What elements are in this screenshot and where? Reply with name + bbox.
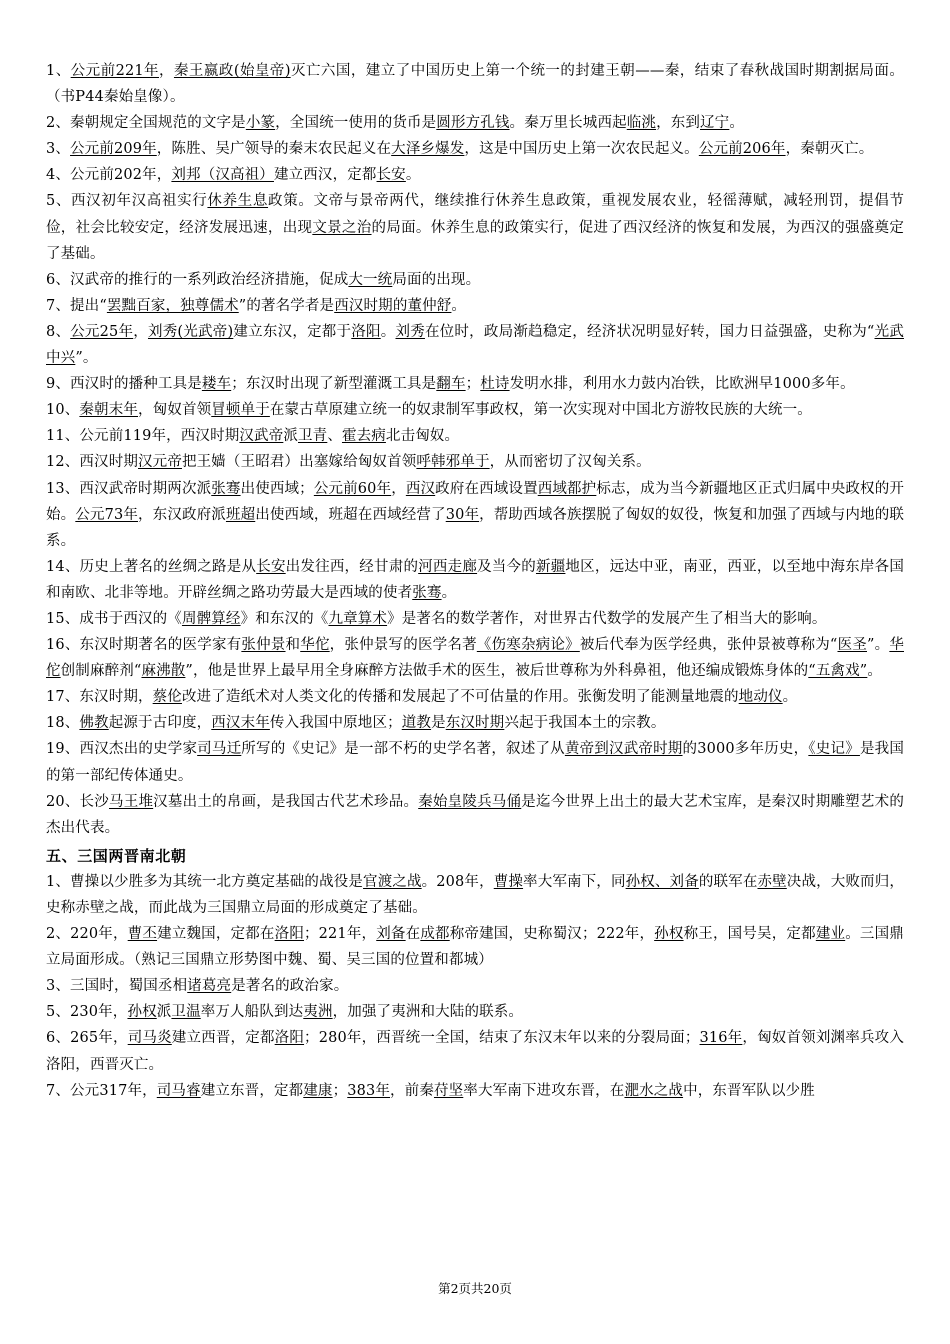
list-item-p16: [46, 632, 904, 684]
list-item-p19: [46, 736, 904, 788]
item-text: 13、西汉武帝时期两次派: [46, 480, 212, 497]
underlined-keyword: 圆形方孔钱: [436, 115, 510, 132]
item-text: 所写的《史记》是一部不朽的史学名著，叙述了从: [241, 741, 565, 758]
item-text: 建立西晋，定都: [171, 1030, 275, 1047]
item-text: ，从而密切了汉匈关系。: [489, 454, 651, 471]
underlined-keyword: 卫温: [171, 1004, 201, 1021]
item-text: ；: [332, 1082, 348, 1099]
list-item-p2: [46, 110, 904, 136]
underlined-keyword: 公元前60年: [313, 480, 392, 497]
item-text: 建立东晋，定都: [200, 1082, 304, 1099]
item-text: 率大军南下，同: [523, 873, 626, 890]
item-text: ，东到: [656, 115, 701, 132]
underlined-keyword: 麻沸散: [141, 663, 186, 680]
underlined-keyword: 洛阳: [274, 926, 305, 943]
list-item-p4: [46, 162, 904, 188]
underlined-keyword: 秦始皇陵兵马俑: [418, 793, 522, 810]
item-text: 标志，成为当今新疆地区正式归属中央政权的开始。: [46, 480, 905, 523]
item-text: 。: [441, 584, 457, 601]
list-item-p17: [46, 684, 904, 710]
underlined-keyword: 苻坚: [433, 1082, 464, 1099]
item-text: 2、220年，: [46, 926, 128, 943]
item-text: 3、三国时，蜀国丞相: [46, 978, 188, 995]
underlined-keyword: 公元前209年: [70, 141, 157, 158]
item-text: 的联军在: [698, 873, 758, 890]
item-text: 地区，远达中亚，南亚，西亚，以至地中海东岸各国和南欧、北非等地。开辟丝绸之路功劳最大是西域的使者: [46, 558, 904, 601]
item-text: 发明水排，利用水力鼓内冶铁，比欧洲早1000多年。: [509, 376, 855, 393]
underlined-keyword: 地动仪: [738, 689, 783, 706]
underlined-keyword: 冒顿单于: [211, 402, 270, 419]
underlined-keyword: 医圣: [837, 637, 867, 654]
item-text: ，匈奴首领: [138, 402, 212, 419]
underlined-keyword: 刘秀: [395, 323, 425, 340]
underlined-keyword: 西域都护: [537, 480, 597, 497]
list-item-p14: [46, 554, 904, 606]
underlined-keyword: 洛阳: [274, 1030, 305, 1047]
list-item-q1: [46, 869, 904, 921]
item-text: 称帝建国，史称蜀汉；222年，: [449, 926, 655, 943]
item-text: ，陈胜、吴广领导的秦末农民起义在: [156, 141, 392, 158]
underlined-keyword: 孙权: [127, 1004, 157, 1021]
item-text: 和: [285, 637, 301, 654]
underlined-keyword: 霍去病: [341, 428, 386, 445]
item-text: 。: [782, 689, 798, 706]
item-text: ”，他是世界上最早用全身麻醉方法做手术的医生，被后世尊称为外科鼻祖，他还编成锻炼身体的: [185, 663, 809, 680]
underlined-keyword: 秦王嬴政(始皇帝): [173, 63, 291, 79]
section-qin-han-list: [46, 58, 904, 841]
underlined-keyword: 翻车: [436, 376, 466, 393]
section-three-kingdoms-list: [46, 869, 904, 1104]
underlined-keyword: 东汉时期: [445, 715, 505, 732]
underlined-keyword: 成都: [420, 926, 450, 943]
underlined-keyword: 休养生息: [207, 193, 269, 210]
underlined-keyword: 公元前206年: [698, 141, 786, 158]
item-text: 》是著名的数学著作，对世界古代数学的发展产生了相当大的影响。: [387, 610, 827, 627]
item-text: 出发往西，经甘肃的: [285, 558, 419, 575]
underlined-keyword: 黄帝到汉武帝时期: [564, 741, 683, 758]
underlined-keyword: 刘秀(光武帝): [147, 323, 234, 340]
underlined-keyword: 汉武帝: [239, 428, 284, 445]
item-text: 称王，国号吴，定都: [683, 926, 816, 943]
underlined-keyword: 秦朝末年: [79, 402, 139, 419]
underlined-keyword: 张骞: [211, 480, 241, 497]
item-text: ，加强了夷洲和大陆的联系。: [332, 1004, 524, 1021]
item-text: 是著名的政治家。: [231, 978, 349, 995]
underlined-keyword: 公元25年: [70, 323, 134, 340]
underlined-keyword: 建业: [815, 926, 846, 943]
item-text: 10、: [46, 402, 80, 419]
item-text: 中，东晋军队以少胜: [683, 1082, 815, 1099]
underlined-keyword: 大泽乡爆发: [391, 141, 465, 158]
item-text: ”。: [75, 350, 98, 367]
underlined-keyword: 张骞: [412, 584, 442, 601]
list-item-p15: [46, 606, 904, 632]
item-text: ，全国统一使用的货币是: [275, 115, 437, 132]
item-text: 率万人船队到达: [200, 1004, 304, 1021]
item-text: 。三国鼎立局面形成。（熟记三国鼎立形势图中魏、蜀、吴三国的位置和都城）: [46, 926, 904, 969]
item-text: 传入我国中原地区；: [269, 715, 402, 732]
list-item-q5: [46, 999, 904, 1025]
underlined-keyword: 司马睿: [156, 1082, 201, 1099]
underlined-keyword: 公元前221年: [70, 63, 159, 79]
list-item-p8: [46, 319, 904, 371]
underlined-keyword: 《史记》: [808, 741, 860, 758]
list-item-p20: [46, 789, 904, 841]
item-text: 灭亡六国，建立了中国历史上第一个统一的封建王朝——秦，结束了春秋战国时期割据局面。（书P44秦始皇像）。: [46, 63, 904, 106]
item-text: 。: [451, 297, 467, 314]
underlined-keyword: 杜诗: [480, 376, 510, 393]
underlined-keyword: 官渡之战: [363, 873, 422, 890]
item-text: 派: [283, 428, 298, 445]
underlined-keyword: 呼韩邪单于: [416, 454, 490, 471]
page-footer: 第2页共20页: [438, 1281, 512, 1296]
item-text: ；东汉时出现了新型灌溉工具是: [231, 376, 437, 393]
item-text: 5、230年，: [46, 1004, 128, 1021]
list-item-q2: [46, 921, 904, 973]
list-item-q3: [46, 973, 904, 999]
item-text: ，: [158, 63, 174, 79]
list-item-p3: [46, 136, 904, 162]
item-text: 。: [867, 663, 883, 680]
underlined-keyword: 建康: [303, 1082, 333, 1099]
item-text: ，: [391, 480, 406, 497]
document-page: [46, 58, 904, 1104]
underlined-keyword: 曹丕: [127, 926, 158, 943]
underlined-keyword: 华佗: [300, 637, 330, 654]
underlined-keyword: 佛教: [79, 715, 109, 732]
list-item-p18: [46, 710, 904, 736]
underlined-keyword: “五禽戏”: [808, 663, 868, 680]
underlined-keyword: 孙权: [654, 926, 684, 943]
item-text: 7、公元317年，: [46, 1082, 157, 1099]
underlined-keyword: 卫青: [298, 428, 328, 445]
item-text: 派: [156, 1004, 172, 1021]
item-text: 起源于古印度，: [108, 715, 212, 732]
underlined-keyword: 大一统: [348, 271, 393, 288]
list-item-p5: [46, 188, 904, 266]
underlined-keyword: 马王堆: [109, 793, 154, 810]
item-text: ，匈奴首领刘渊率兵攻入洛阳，西晋灭亡。: [46, 1030, 904, 1073]
underlined-keyword: 曹操: [493, 873, 524, 890]
underlined-keyword: 文景之治: [312, 219, 372, 236]
item-text: 。秦万里长城西起: [509, 115, 627, 132]
item-text: 1、: [46, 63, 71, 79]
item-text: 16、东汉时期著名的医学家有: [46, 637, 242, 654]
underlined-keyword: 孙权、刘备: [625, 873, 699, 890]
underlined-keyword: 30年: [445, 506, 480, 523]
underlined-keyword: 汉元帝: [138, 454, 182, 471]
item-text: 3、: [46, 141, 71, 158]
item-text: 11、公元前119年，西汉时期: [46, 428, 240, 445]
item-text: 创制麻醉剂“: [60, 663, 142, 680]
item-text: 17、东汉时期，: [46, 689, 153, 706]
underlined-keyword: 316年: [699, 1030, 743, 1047]
list-item-p11: [46, 423, 904, 449]
item-text: 是: [431, 715, 446, 732]
item-text: 出使西域；: [240, 480, 314, 497]
item-text: 是我国的第一部纪传体通史。: [46, 741, 905, 784]
item-text: 2、秦朝规定全国规范的文字是: [46, 115, 246, 132]
item-text: 》和东汉的《: [240, 610, 329, 627]
item-text: 8、: [46, 323, 71, 340]
list-item-p10: [46, 397, 904, 423]
item-text: ，这是中国历史上第一次农民起义。: [464, 141, 699, 158]
item-text: 建立东汉，定都于: [233, 323, 352, 340]
underlined-keyword: 华佗: [46, 637, 904, 680]
list-item-q6: [46, 1025, 904, 1077]
item-text: 。: [729, 115, 744, 132]
underlined-keyword: 司马炎: [127, 1030, 172, 1047]
underlined-keyword: 蔡伦: [152, 689, 182, 706]
underlined-keyword: 张仲景: [241, 637, 286, 654]
item-text: 。208年，: [421, 873, 494, 890]
item-text: 被后代奉为医学经典，张仲景被尊称为“: [579, 637, 838, 654]
underlined-keyword: 西汉: [405, 480, 436, 497]
underlined-keyword: 公元73年: [75, 506, 139, 523]
item-text: 改进了造纸术对人类文化的传播和发展起了不可估量的作用。张衡发明了能测量地震的: [181, 689, 739, 706]
item-text: 决战，大败而归，史称赤壁之战，而此战为三国鼎立局面的形成奠定了基础。: [46, 873, 905, 916]
list-item-p12: [46, 449, 904, 475]
item-text: 7、提出“: [46, 297, 107, 314]
item-text: ；: [465, 376, 481, 393]
item-text: 14、历史上著名的丝绸之路是从: [46, 558, 257, 575]
item-text: ”的著名学者是: [238, 297, 335, 314]
item-text: 把王嫱（王昭君）出塞嫁给匈奴首领: [181, 454, 417, 471]
item-text: 6、汉武帝的推行的一系列政治经济措施，促成: [46, 271, 349, 288]
item-text: 出使西域，班超在西域经营了: [255, 506, 446, 523]
list-item-p9: [46, 371, 904, 397]
item-text: 在位时，政局渐趋稳定，经济状况明显好转，国力日益强盛，史称为“: [424, 323, 875, 340]
section-heading: 五、三国两晋南北朝: [46, 846, 187, 865]
underlined-keyword: 辽宁: [700, 115, 730, 132]
underlined-keyword: 九章算术: [328, 610, 388, 627]
item-text: 在: [405, 926, 421, 943]
underlined-keyword: 383年: [347, 1082, 391, 1099]
item-text: 率大军南下进攻东晋，在: [463, 1082, 625, 1099]
item-text: 。: [405, 167, 421, 184]
underlined-keyword: 夷洲: [303, 1004, 333, 1021]
item-text: 及当今的: [477, 558, 536, 575]
item-text: 是迄今世界上出土的最大艺术宝库，是秦汉时期雕塑艺术的杰出代表。: [46, 793, 904, 836]
list-item-p1: [46, 58, 904, 110]
item-text: 。: [380, 323, 396, 340]
item-text: 15、成书于西汉的《: [46, 610, 182, 627]
item-text: ”。: [867, 637, 890, 654]
underlined-keyword: 耧车: [201, 376, 232, 393]
underlined-keyword: 刘备: [376, 926, 406, 943]
underlined-keyword: 罢黜百家，独尊儒术: [106, 297, 239, 314]
underlined-keyword: 长安: [256, 558, 286, 575]
underlined-keyword: 新疆: [535, 558, 566, 575]
item-text: 19、西汉杰出的史学家: [46, 741, 198, 758]
item-text: 在蒙古草原建立统一的奴隶制军事政权，第一次实现对中国北方游牧民族的大统一。: [269, 402, 812, 419]
item-text: ；221年，: [304, 926, 377, 943]
item-text: 政策。文帝与景帝两代，继续推行休养生息政策，重视发展农业，轻徭薄赋，减轻刑罚，提倡节俭，社会比较安定，经济发展迅速，出现: [46, 193, 905, 236]
item-text: 北击匈奴。: [385, 428, 460, 445]
item-text: 20、长沙: [46, 793, 109, 810]
underlined-keyword: 道教: [401, 715, 432, 732]
item-text: ，东汉政府派: [138, 506, 226, 523]
underlined-keyword: 班超: [225, 506, 256, 523]
list-item-p7: [46, 293, 904, 319]
underlined-keyword: 河西走廊: [418, 558, 478, 575]
underlined-keyword: 淝水之战: [624, 1082, 684, 1099]
underlined-keyword: 刘邦（汉高祖）: [171, 167, 274, 184]
item-text: 的3000多年历史，: [682, 741, 809, 758]
item-text: 1、曹操以少胜多为其统一北方奠定基础的战役是: [46, 873, 364, 890]
item-text: ；280年，西晋统一全国，结束了东汉末年以来的分裂局面；: [304, 1030, 700, 1047]
item-text: 4、公元前202年，: [46, 167, 172, 184]
list-item-q7: [46, 1078, 904, 1104]
item-text: ，帮助西域各族摆脱了匈奴的奴役，恢复和加强了西域与内地的联系。: [46, 506, 904, 549]
item-text: ，张仲景写的医学名著: [329, 637, 477, 654]
item-text: ，前秦: [390, 1082, 434, 1099]
underlined-keyword: 司马迁: [197, 741, 242, 758]
underlined-keyword: 光武中兴: [46, 323, 904, 367]
underlined-keyword: 赤壁: [757, 873, 787, 890]
item-text: ，秦朝灭亡。: [785, 141, 874, 158]
item-text: 的局面。休养生息的政策实行，促进了西汉经济的恢复和发展，为西汉的强盛奠定了基础。: [46, 219, 904, 262]
item-text: 兴起于我国本土的宗教。: [504, 715, 666, 732]
underlined-keyword: 周髀算经: [181, 610, 241, 627]
underlined-keyword: 临洮: [626, 115, 657, 132]
item-text: 局面的出现。: [392, 271, 481, 288]
underlined-keyword: 洛阳: [351, 323, 381, 340]
item-text: ，: [133, 323, 148, 340]
underlined-keyword: 西汉时期的董仲舒: [334, 297, 452, 314]
underlined-keyword: 小篆: [245, 115, 276, 132]
underlined-keyword: 诸葛亮: [187, 978, 232, 995]
item-text: 汉墓出土的帛画，是我国古代艺术珍品。: [153, 793, 419, 810]
item-text: 18、: [46, 715, 80, 732]
item-text: 、: [327, 428, 342, 445]
underlined-keyword: 西汉末年: [211, 715, 270, 732]
item-text: 6、265年，: [46, 1030, 128, 1047]
item-text: 5、西汉初年汉高祖实行: [46, 193, 208, 210]
item-text: 政府在西域设置: [435, 480, 538, 497]
underlined-keyword: 长安: [376, 167, 406, 184]
list-item-p6: [46, 267, 904, 293]
list-item-p13: [46, 476, 904, 554]
item-text: 12、西汉时期: [46, 454, 139, 471]
item-text: 建立魏国，定都在: [157, 926, 275, 943]
item-text: 建立西汉，定都: [273, 167, 377, 184]
item-text: 9、西汉时的播种工具是: [46, 376, 202, 393]
underlined-keyword: 《伤寒杂病论》: [476, 637, 580, 654]
